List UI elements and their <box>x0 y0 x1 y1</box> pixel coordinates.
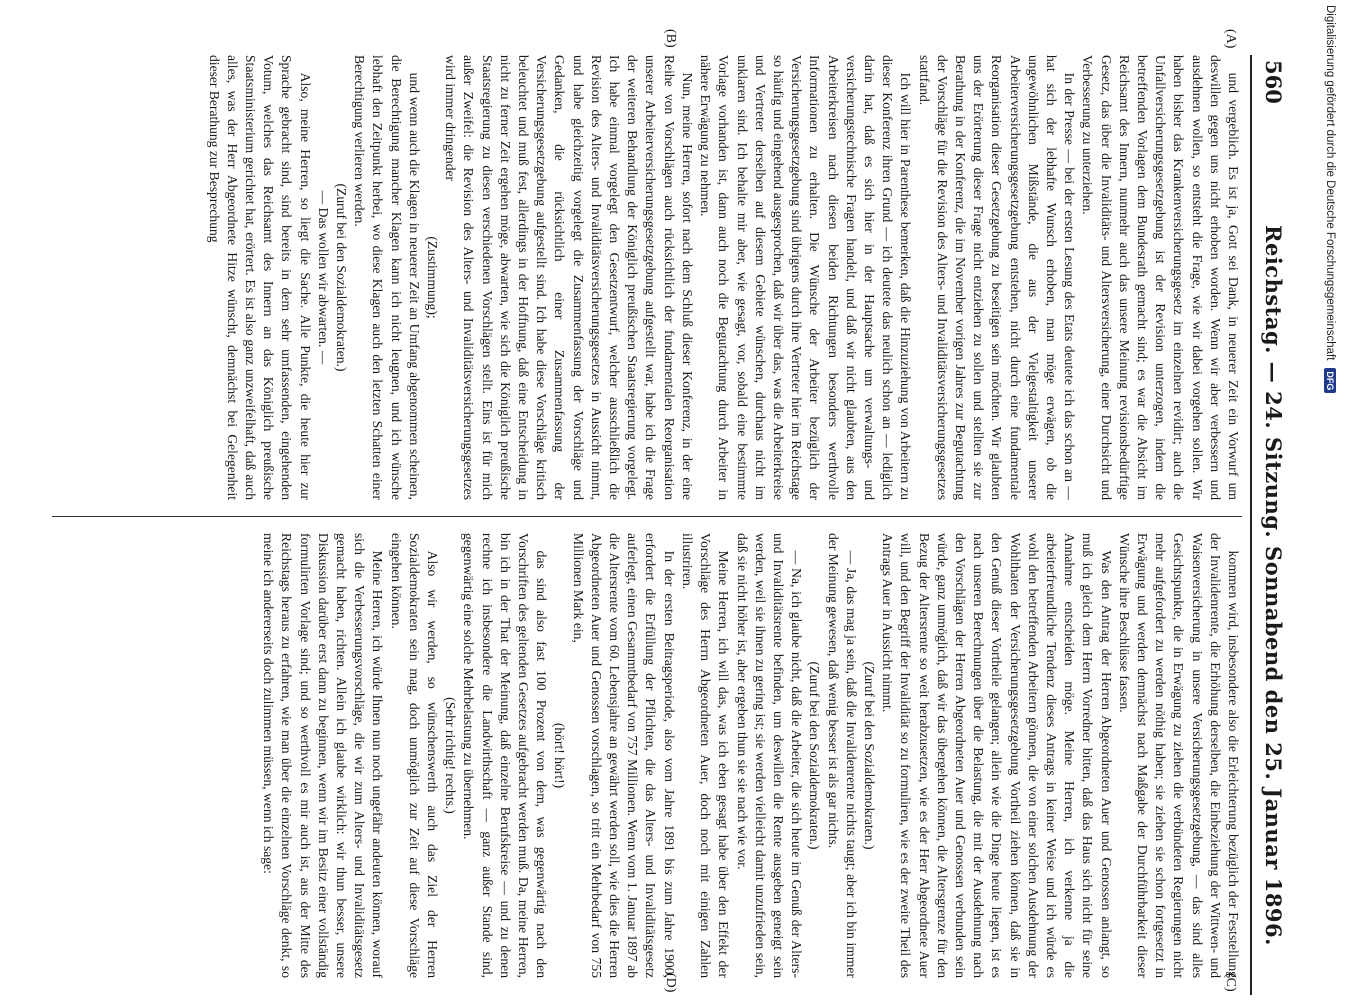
paragraph: Also wir werden, so wünschenswerth auch das Ziel der Herren Sozialdemokraten sein mag, doch unmöglich zur Zeit auf diese Vorschläge eingehen können. <box>388 533 441 978</box>
interjection: (Zuruf bei den Sozialdemokraten.) <box>807 661 823 850</box>
interjection: (Zuruf bei den Sozialdemokraten.) <box>861 661 877 850</box>
digitization-text: Digitalisierung gefördert durch die Deutsche Forschungsgemeinschaft <box>1324 5 1336 361</box>
paragraph: das sind also fast 100 Prozent von dem, was gegenwärtig nach den Vorschriften des geltenden Gesetzes aufgebracht werden muß. Da, meine Herren, bin ich in der That der Meinung, daß einzelne Berufskreise — und zu denen rechne ich insbesondere die Landwirthschaft — ganz außer Stande sind, gegenwärtig eine solche Mehrbelastung zu übernehmen. <box>461 533 550 978</box>
paragraph: Meine Herren, ich würde Ihnen nun noch ungefähr andeuten können, worauf sich die Verbesserungsvorschläge, die wir zum Alters- und Invaliditätsgesetz gemacht haben, richten. Allein ich glaube wirklich: wir thun besser, unsere Diskussion darüber erst dann zu beginnen, wenn wir im Besitz einer vollständig formulirten Vorlage sind; und so werthvoll es mir auch ist, aus der Mitte des Reichstags heraus zu erfahren, wie man über die einzelnen Vorschläge denkt, so meine ich andererseits doch zulimmen müssen, wenn ich sage: <box>261 533 386 978</box>
paragraph: In der Presse — bei der ersten Lesung des Etats deutete ich das schon an — hat sich der lebhafte Wunsch erhoben, man möge erwägen, ob die ungewöhnlichen Mißstände, die aus der Vielgestaltigkeit unserer Arbeiterversicherungsgesetzgebung entstehen, nicht durch eine fundamentale Reorganisation dieser Gesetzgebung zu beseitigen sein möchten. Wir glaubten uns der Erörterung dieser Frage nicht entziehen zu sollen und stellten sie zur Berathung in der Konferenz, die im November vorigen Jahres zur Begutachtung der Vorschläge für die Revision des Alters- und Invaliditätsversicherungsgesetzes stattfand. <box>916 55 1078 500</box>
right-column <box>42 533 1242 978</box>
paragraph: Ich will hier in Parenthese bemerken, daß die Hinzuziehung von Arbeitern zu dieser Konferenz ihren Grund — ich deutete das neulich schon an — lediglich darin hat, daß es sich hier in der Hauptsache um verwaltungs- und versicherungstechnische Fragen handelt, und daß wir nicht glaubten, aus den Arbeiterkreisen nach diesen beiden Richtungen besonders werthvolle Informationen zu erhalten. Die Wünsche der Arbeiter bezüglich der Versicherungsgesetzgebung sind übrigens durch ihre Vertreter hier im Reichstage so häufig und eingehend ausgesprochen, daß wir über das, was die Arbeiterkreise und Vertreter derselben auf diesem Gebiete wünschen, durchaus nicht im unklaren sind. Ich behalte mir aber, wie gesagt, vor, sobald eine bestimmte Vorlage vorhanden ist, dann auch noch die Begutachtung durch Arbeiter in nähere Erwägung zu nehmen. <box>698 55 914 500</box>
page-header <box>1250 55 1290 995</box>
paragraph: und vergeblich. Es ist ja, Gott sei Dank, in neuerer Zeit ein Vorwurf um deswillen gegen uns nicht erhoben worden. Wenn wir aber verbessern und ausdehnen wollen, so entsteht die Frage, wie wir dabei vorgehen sollen. Wir haben bisher das Krankenversicherungsgesetz im einzelnen revidirt; auch die Unfallversicherungsgesetzgebung ist der Revision unterzogen, indem die betreffenden Vorlagen dem Bundesrath gemacht sind; es war die Absicht im Reichsamt des Innern, nunmehr auch das unsere Meinung revisionsbedürftige Gesetz, das über die Invaliditäts- und Altersversicherung, einer Durchsicht und Verbesserung zu unterziehen. <box>1080 55 1241 500</box>
interjection: (Zustimmung); <box>425 236 441 319</box>
header-rule <box>1250 55 1252 995</box>
paragraph: Meine Herren, ich will das, was ich eben gesagt habe über den Effekt der Vorschläge des Herrn Abgeordneten Auer, doch noch mit einigen Zahlen illustriren. <box>679 533 732 978</box>
margin-marker-c: (C) <box>1223 973 1238 992</box>
column-divider <box>52 516 1242 517</box>
paragraph: Also, meine Herren, so liegt die Sache. Alle Punkte, die heute hier zur Sprache gebracht sind, sind bereits in dem sehr umfassenden, eingehenden Votum, welches das Reichsamt des Innern an das Königlich preußische Staatsministerium gerichtet hat, erörtert. Es ist also ganz unzweifelhaft, daß auch alles, was der Herr Abgeordnete Hitze wünscht, demnächst bei Gelegenheit dieser Berathung zur Besprechung <box>206 55 313 500</box>
running-title: Reichstag. — 24. Sitzung. Sonnabend den 25. Januar 1896. <box>1261 225 1286 946</box>
dfg-logo: DFG <box>1324 368 1336 393</box>
page-number: 560 <box>1261 60 1286 104</box>
margin-marker-a: (A) <box>1223 29 1238 49</box>
paragraph: — Das wollen wir abwarten. — <box>315 190 331 365</box>
paragraph: kommen wird, insbesondere also die Erleichterung bezüglich der Feststellung der Invalidenrente, die Erhöhung derselben, die Einbeziehung der Wittwen- und Waisenversicherung in unsere Versicherungsgesetzgebung, — das sind alles Gesichtspunkte, die in Erwägung zu ziehen die verbündeten Regierungen nicht mehr aufgefordert zu werden nöthig haben; sie ziehen sie schon fortgesetzt in Erwägung und werden demnächst nach Maßgabe der Durchführbarkeit dieser Wünsche ihre Beschlüsse fassen. <box>1116 533 1241 978</box>
margin-marker-b: (B) <box>663 29 678 48</box>
paragraph: und wenn auch die Klagen in neuerer Zeit an Umfang abgenommen scheinen, die Berechtigung mancher Klagen kann ich nicht leugnen, und ich wünsche lebhaft den Zeitpunkt herbei, wo diese Klagen auch den letzten Schatten einer Berechtigung verlieren werden. <box>352 55 422 500</box>
interjection: (Zuruf bei den Sozialdemokraten.) <box>334 183 350 372</box>
paragraph: Nun, meine Herren, sofort nach dem Schluß dieser Konferenz, in der eine Reihe von Vorschlägen auch rücksichtlich der fundamentalen Reorganisation unserer Arbeiterversicherungsgesetzgebung aufgestellt war, habe ich die Frage der weiteren Behandlung der Königlich preußischen Staatsregierung vorgelegt. Ich habe einmal vorgelegt den Gesetzentwurf, welcher ausschließlich die Revision des Alters- und Invaliditätsversicherungsgesetzes in Aussicht nimmt, und habe gleichzeitig vorgelegt die Zusammenfassung der Vorschläge und Gedanken, die rücksichtlich einer Zusammenfassung der Versicherungsgesetzgebung aufgestellt sind. Ich habe diese Vorschläge kritisch beleuchtet und muß fest, allerdings in der Hoffnung, daß eine Entscheidung in nicht zu ferner Zeit ergehen möge, abwarten, wie sich die Königlich preußische Staatsregierung zu diesen verschiedenen Vorschlägen stellt. Eins ist für mich außer Zweifel: die Revision des Alters- und Invaliditätsversicherungsgesetzes wird immer dringender <box>443 55 695 500</box>
paragraph: — Na, ich glaube nicht, daß die Arbeiter, die sich heute im Genuß der Alters- und Invaliditätsrente befinden, um deswillen die Rente ausgeben geneigt sein werden, weil sie ihnen zu gering ist; sie werden vielleicht damit unzufrieden sein, daß sie nicht höher ist, aber ergeben thun sie sie nach wie vor. <box>734 533 805 978</box>
left-column <box>42 55 1242 500</box>
paragraph: — Ja, das mag ja sein, daß die Invalidenrente nichts taugt; aber ich bin immer der Meinung gewesen, daß wenig besser ist als gar nichts. <box>825 533 859 978</box>
rotated-page <box>20 29 1290 995</box>
interjection: (hört! hört!) <box>552 722 568 789</box>
paragraph: Was den Antrag der Herren Abgeordneten Auer und Genossen anlangt, so muß ich gleich dem Herrn Vorredner bitten, daß das Haus sich nicht für seine Annahme entscheiden möge. Meine Herren, ich verkenne ja die arbeiterfreundliche Tendenz dieses Antrags in keiner Weise und ich würde es wohl den betreffenden Arbeitern gönnen, die von einer solchen Ausdehnung der Wohlthaten der Versicherungsgesetzgebung Vortheil ziehen können, daß sie in den Genuß dieser Vortheile gelangen; allein wie die Dinge heute liegen, ist es nach unseren Berechnungen über die Belastung, die mit der Ausdehnung nach den Vorschlägen der Herren Abgeordneten Auer und Genossen verbunden sein würde, ganz unmöglich, daß wir das übergehen können, die Altersgrenze für den Bezug der Altersrente so weit herabzusetzen, wie es der Herr Abgeordnete Auer will, und den Begriff der Invalidität so zu formuliren, wie es der zweite Theil des Antrags Auer in Aussicht nimmt. <box>880 533 1114 978</box>
margin-marker-d: (D) <box>663 973 678 993</box>
interjection: (Sehr richtig! rechts.) <box>443 697 459 814</box>
digitization-note <box>1320 5 1340 995</box>
paragraph: In der ersten Beitragsperiode, also vom Jahre 1891 bis zum Jahre 1900, erfordert die Erfüllung der Pflichten, die das Alters- und Invaliditätsgesetz auferlegt, einen Gesammtbedarf von 757 Millionen. Wenn vom 1. Januar 1897 ab die Altersrente vom 60. Lebensjahre an gewährt werden soll, wie dies die Herren Abgeordneten Auer und Genossen vorschlagen, so tritt ein Mehrbedarf von 755 Millionen Mark ein, <box>570 533 677 978</box>
